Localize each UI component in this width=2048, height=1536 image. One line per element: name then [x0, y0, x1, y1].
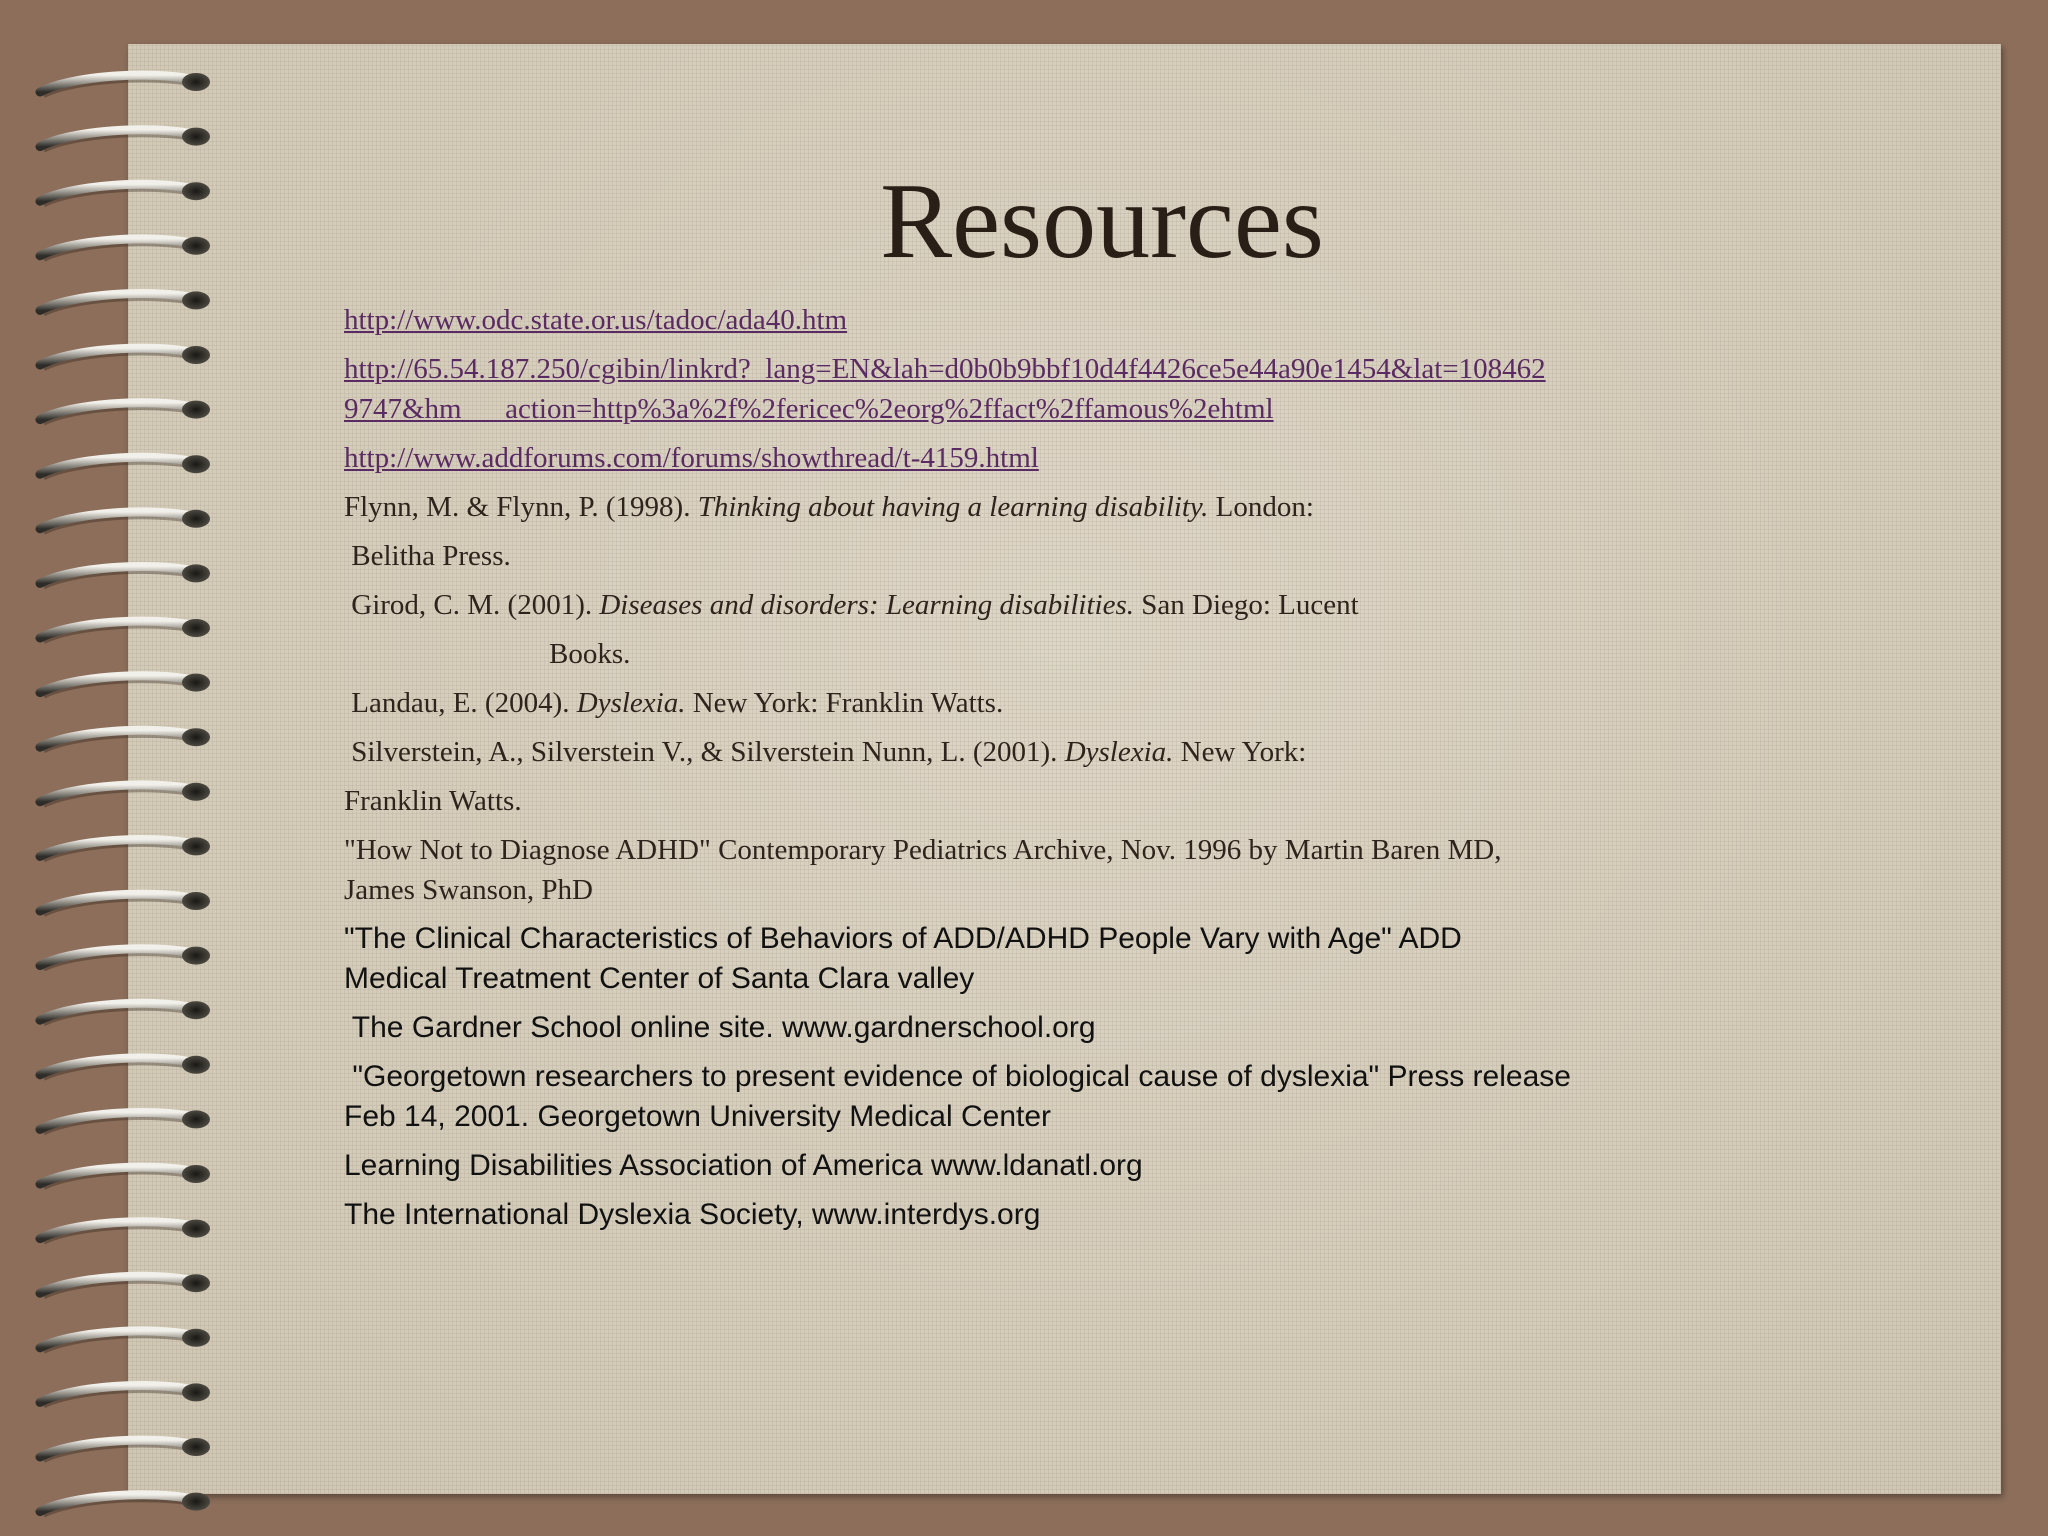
- reference-silverstein: Silverstein, A., Silverstein V., & Silverstein Nunn, L. (2001). Dyslexia. New York:: [344, 736, 1307, 768]
- binding-ring: [40, 1056, 210, 1079]
- resource-link-addforums[interactable]: http://www.addforums.com/forums/showthread/t-4159.html: [344, 442, 1039, 474]
- binding-ring: [40, 1001, 210, 1024]
- binding-ring: [40, 1165, 210, 1188]
- binding-ring: [40, 73, 210, 96]
- reference-flynn-publisher: Belitha Press.: [344, 540, 511, 572]
- reference-silverstein-publisher: Franklin Watts.: [344, 785, 522, 817]
- reference-ids: The International Dyslexia Society, www.interdys.org: [344, 1198, 1041, 1231]
- binding-ring: [40, 783, 210, 806]
- reference-landau: Landau, E. (2004). Dyslexia. New York: Franklin Watts.: [344, 687, 1004, 719]
- binding-ring: [40, 346, 210, 369]
- binding-ring: [40, 1274, 210, 1297]
- binding-ring: [40, 619, 210, 642]
- reference-adhd-article: "How Not to Diagnose ADHD" Contemporary Pediatrics Archive, Nov. 1996 by Martin Baren MD, James Swanson, PhD: [344, 834, 1502, 906]
- reference-girod: Girod, C. M. (2001). Diseases and disorders: Learning disabilities. San Diego: Lucent: [344, 589, 1359, 621]
- reference-gardner-school: The Gardner School online site. www.gardnerschool.org: [344, 1011, 1096, 1044]
- reference-lda: Learning Disabilities Association of America www.ldanatl.org: [344, 1149, 1143, 1182]
- binding-ring: [40, 1220, 210, 1243]
- binding-ring: [40, 1329, 210, 1352]
- reference-georgetown: "Georgetown researchers to present evidence of biological cause of dyslexia" Press release Feb 14, 2001. Georgetown University Medical Center: [344, 1060, 1571, 1133]
- resource-list: [344, 300, 1744, 1244]
- binding-ring: [40, 674, 210, 697]
- reference-flynn: Flynn, M. & Flynn, P. (1998). Thinking about having a learning disability. London:: [344, 491, 1314, 523]
- binding-ring: [40, 564, 210, 587]
- binding-ring: [40, 1493, 210, 1516]
- binding-ring: [40, 1438, 210, 1461]
- binding-ring: [40, 837, 210, 860]
- binding-ring: [40, 510, 210, 533]
- reference-girod-publisher: Books.: [549, 638, 631, 670]
- binding-ring: [40, 947, 210, 970]
- binding-ring: [40, 728, 210, 751]
- slide-title: Resources: [880, 162, 1324, 281]
- reference-clinical-characteristics: "The Clinical Characteristics of Behaviors of ADD/ADHD People Vary with Age" ADD Medical Treatment Center of Santa Clara valley: [344, 922, 1462, 995]
- resource-link-odc[interactable]: http://www.odc.state.or.us/tadoc/ada40.htm: [344, 304, 848, 336]
- binding-ring: [40, 1110, 210, 1133]
- binding-ring: [40, 1383, 210, 1406]
- binding-ring: [40, 291, 210, 314]
- binding-ring: [40, 401, 210, 424]
- binding-ring: [40, 892, 210, 915]
- binding-ring: [40, 128, 210, 151]
- binding-ring: [40, 455, 210, 478]
- resource-link-ericec[interactable]: http://65.54.187.250/cgibin/linkrd?_lang=EN&lah=d0b0b9bbf10d4f4426ce5e44a90e1454&lat=108462 9747&hm___action=http%3a%2f%2fericec%2eorg%2ffact%2ffamous%2ehtml: [344, 353, 1546, 425]
